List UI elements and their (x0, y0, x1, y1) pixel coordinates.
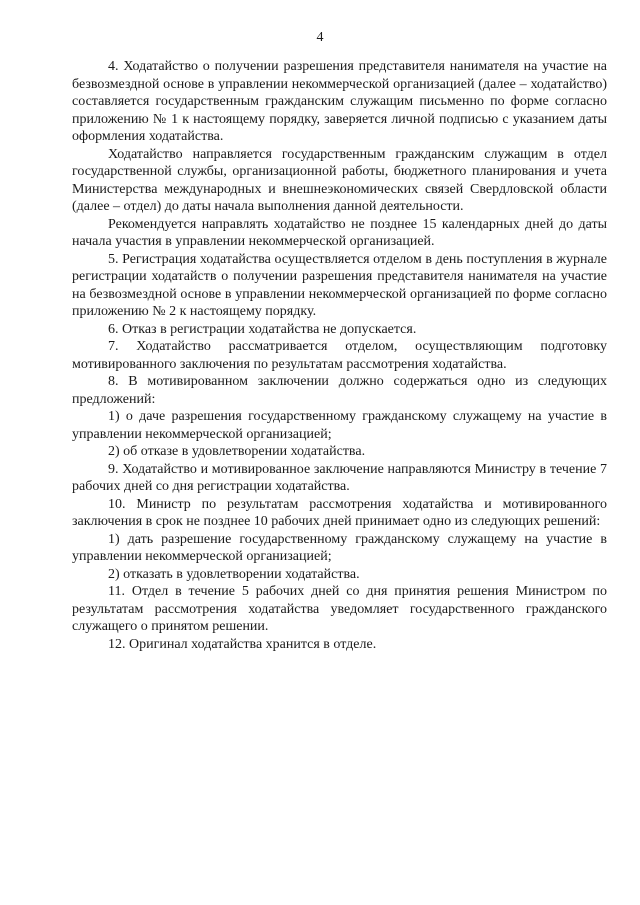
paragraph-10: 10. Министр по результатам рассмотрения ходатайства и мотивированного заключения в срок не позднее 10 рабочих дней принимает одно из следующих решений: (72, 496, 607, 529)
paragraph-10-item-1: 1) дать разрешение государственному гражданскому служащему на участие в управлении некоммерческой организацией; (72, 531, 607, 564)
paragraph-submission: Ходатайство направляется государственным гражданским служащим в отдел государственной службы, организационной работы, бюджетного планирования и учета Министерства международных и внешнеэкономических связей Свердловской области (далее – отдел) до даты начала выполнения данной деятельности. (72, 146, 607, 214)
paragraph-4: 4. Ходатайство о получении разрешения представителя нанимателя на участие на безвозмездной основе в управлении некоммерческой организацией (далее – ходатайство) составляется государственным гражданским служащим письменно по форме согласно приложению № 1 к настоящему порядку, заверяется личной подписью с указанием даты оформления ходатайства. (72, 59, 607, 144)
paragraph-recommendation: Рекомендуется направлять ходатайство не позднее 15 календарных дней до даты начала участия в управлении некоммерческой организацией. (72, 216, 607, 249)
paragraph-5: 5. Регистрация ходатайства осуществляется отделом в день поступления в журнале регистрации ходатайств о получении разрешения представителя нанимателя на участие на безвозмездной основе в управлении некоммерческой организацией по форме согласно приложению № 2 к настоящему порядку. (72, 251, 607, 319)
paragraph-9: 9. Ходатайство и мотивированное заключение направляются Министру в течение 7 рабочих дней со дня регистрации ходатайства. (72, 461, 607, 494)
paragraph-8-item-1: 1) о даче разрешения государственному гражданскому служащему на участие в управлении некоммерческой организацией; (72, 409, 607, 442)
paragraph-8: 8. В мотивированном заключении должно содержаться одно из следующих предложений: (72, 374, 607, 407)
paragraph-7: 7. Ходатайство рассматривается отделом, осуществляющим подготовку мотивированного заключения по результатам рассмотрения ходатайства. (72, 339, 607, 372)
paragraph-12: 12. Оригинал ходатайства хранится в отделе. (108, 636, 377, 652)
page-number: 4 (316, 30, 324, 45)
paragraph-6: 6. Отказ в регистрации ходатайства не допускается. (108, 321, 417, 337)
document-body (72, 58, 607, 653)
paragraph-10-item-2: 2) отказать в удовлетворении ходатайства. (108, 566, 360, 582)
paragraph-11: 11. Отдел в течение 5 рабочих дней со дня принятия решения Министром по результатам рассмотрения ходатайства уведомляет государственного гражданского служащего о принятом решении. (72, 584, 607, 634)
paragraph-8-item-2: 2) об отказе в удовлетворении ходатайства. (108, 444, 366, 459)
